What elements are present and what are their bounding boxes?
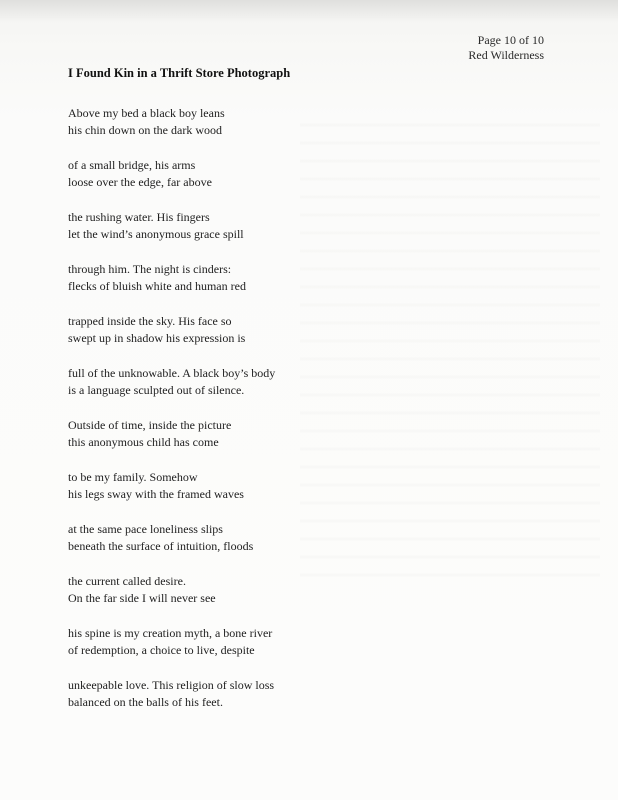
poem-line: flecks of bluish white and human red bbox=[68, 279, 246, 293]
poem-line: to be my family. Somehow bbox=[68, 470, 198, 484]
poem-line: unkeepable love. This religion of slow loss bbox=[68, 678, 275, 692]
poem-line: Above my bed a black boy leans bbox=[68, 106, 225, 120]
poem-line: let the wind’s anonymous grace spill bbox=[68, 227, 244, 241]
collection-title: Red Wilderness bbox=[468, 48, 544, 62]
poem-line: the current called desire. bbox=[68, 574, 186, 588]
page-number: Page 10 of 10 bbox=[477, 33, 544, 47]
poem-line: Outside of time, inside the picture bbox=[68, 418, 232, 432]
stanza bbox=[68, 157, 368, 191]
poem-line: his chin down on the dark wood bbox=[68, 123, 222, 137]
stanza bbox=[68, 521, 368, 555]
poem-line: On the far side I will never see bbox=[68, 591, 216, 605]
stanza bbox=[68, 677, 368, 711]
stanza bbox=[68, 261, 368, 295]
poem-line: beneath the surface of intuition, floods bbox=[68, 539, 254, 553]
poem-line: this anonymous child has come bbox=[68, 435, 219, 449]
stanza bbox=[68, 573, 368, 607]
stanza bbox=[68, 417, 368, 451]
page-header bbox=[468, 33, 544, 63]
poem-line: the rushing water. His fingers bbox=[68, 210, 210, 224]
poem-line: through him. The night is cinders: bbox=[68, 262, 232, 276]
stanza bbox=[68, 209, 368, 243]
poem-line: is a language sculpted out of silence. bbox=[68, 383, 245, 397]
poem-line: full of the unknowable. A black boy’s body bbox=[68, 366, 276, 380]
poem-title: I Found Kin in a Thrift Store Photograph bbox=[68, 66, 291, 80]
poem-line: his spine is my creation myth, a bone river bbox=[68, 626, 273, 640]
stanza bbox=[68, 105, 368, 139]
poem-line: balanced on the balls of his feet. bbox=[68, 695, 223, 709]
scan-shadow bbox=[0, 0, 618, 22]
poem-line: at the same pace loneliness slips bbox=[68, 522, 223, 536]
poem-line: of a small bridge, his arms bbox=[68, 158, 196, 172]
stanza bbox=[68, 469, 368, 503]
poem-line: loose over the edge, far above bbox=[68, 175, 212, 189]
stanza bbox=[68, 625, 368, 659]
stanza bbox=[68, 365, 368, 399]
stanza bbox=[68, 313, 368, 347]
poem-line: of redemption, a choice to live, despite bbox=[68, 643, 255, 657]
poem-line: swept up in shadow his expression is bbox=[68, 331, 246, 345]
poem-line: his legs sway with the framed waves bbox=[68, 487, 244, 501]
poem-body bbox=[68, 105, 368, 729]
poem-line: trapped inside the sky. His face so bbox=[68, 314, 232, 328]
